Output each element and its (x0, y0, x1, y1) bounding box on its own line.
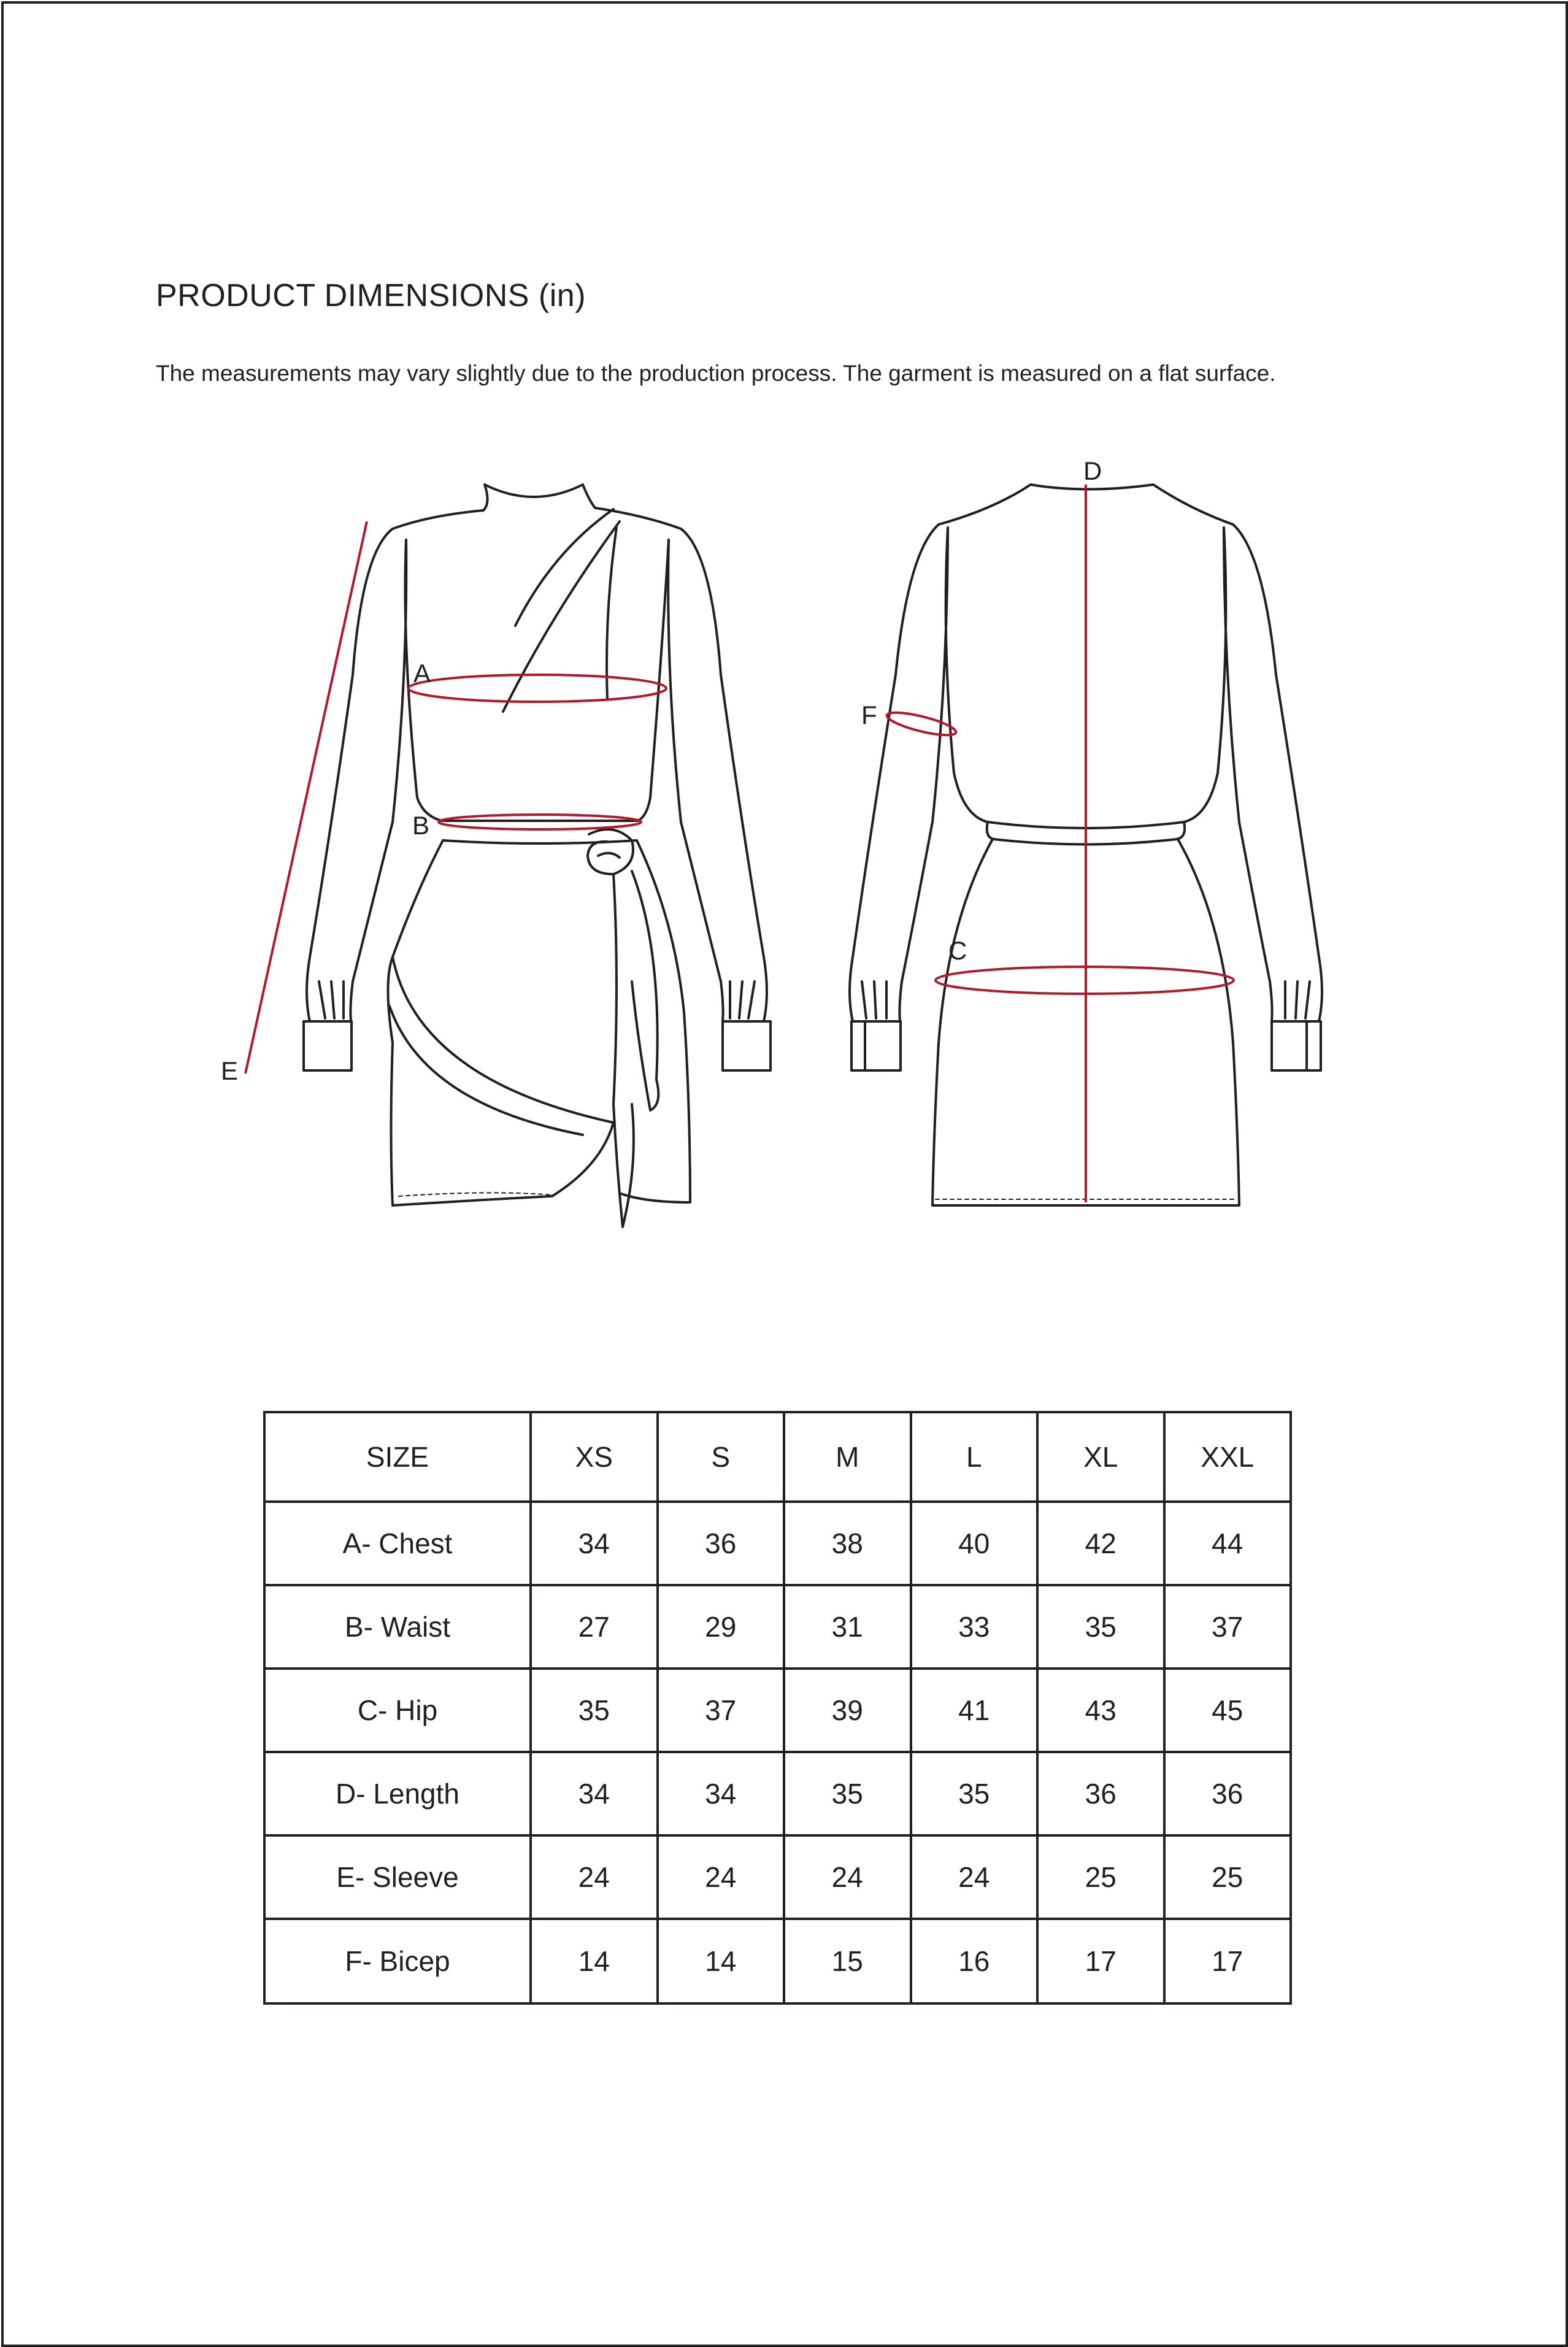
table-cell: 24 (784, 1835, 911, 1919)
table-row (264, 1585, 1291, 1669)
front-dress-drawing (304, 485, 771, 1227)
table-cell: 29 (658, 1585, 785, 1669)
table-cell: 37 (1164, 1585, 1291, 1669)
row-label: D- Length (264, 1752, 531, 1835)
row-label: A- Chest (264, 1502, 531, 1585)
label-a: A (413, 659, 431, 688)
header-cell: SIZE (264, 1412, 531, 1502)
table-cell: 24 (531, 1835, 658, 1919)
table-cell: 27 (531, 1585, 658, 1669)
label-d: D (1083, 456, 1102, 485)
row-label: F- Bicep (264, 1919, 531, 2003)
table-cell: 14 (658, 1919, 785, 2003)
header-cell: XL (1037, 1412, 1164, 1502)
table-cell: 44 (1164, 1502, 1291, 1585)
table-cell: 35 (1037, 1585, 1164, 1669)
chest-measure-line (409, 675, 666, 702)
table-cell: 36 (658, 1502, 785, 1585)
table-cell: 31 (784, 1585, 911, 1669)
table-cell: 35 (784, 1752, 911, 1835)
table-cell: 33 (911, 1585, 1038, 1669)
page-title: PRODUCT DIMENSIONS (in) (156, 278, 586, 313)
table-cell: 24 (911, 1835, 1038, 1919)
table-header-row (264, 1412, 1291, 1502)
table-cell: 25 (1037, 1835, 1164, 1919)
table-cell: 43 (1037, 1669, 1164, 1752)
table-cell: 36 (1037, 1752, 1164, 1835)
label-b: B (412, 811, 430, 840)
table-row (264, 1835, 1291, 1919)
header-cell: XS (531, 1412, 658, 1502)
table-cell: 24 (658, 1835, 785, 1919)
table-cell: 14 (531, 1919, 658, 2003)
table-cell: 45 (1164, 1669, 1291, 1752)
label-c: C (948, 936, 967, 965)
table-cell: 34 (658, 1752, 785, 1835)
table-cell: 39 (784, 1669, 911, 1752)
header-cell: L (911, 1412, 1038, 1502)
table-cell: 25 (1164, 1835, 1291, 1919)
table-cell: 34 (531, 1752, 658, 1835)
table-cell: 17 (1037, 1919, 1164, 2003)
table-cell: 17 (1164, 1919, 1291, 2003)
bicep-measure-line (885, 708, 958, 739)
table-row (264, 1752, 1291, 1835)
table-row (264, 1919, 1291, 2003)
measurement-note: The measurements may vary slightly due to the production process. The garment is measured on a flat surface. (156, 361, 1276, 386)
table-cell: 40 (911, 1502, 1038, 1585)
table-cell: 36 (1164, 1752, 1291, 1835)
table-cell: 15 (784, 1919, 911, 2003)
table-cell: 38 (784, 1502, 911, 1585)
table-cell: 16 (911, 1919, 1038, 2003)
row-label: B- Waist (264, 1585, 531, 1669)
header-cell: S (658, 1412, 785, 1502)
header-cell: XXL (1164, 1412, 1291, 1502)
row-label: C- Hip (264, 1669, 531, 1752)
table-cell: 41 (911, 1669, 1038, 1752)
table-cell: 34 (531, 1502, 658, 1585)
size-chart-table (263, 1411, 1292, 2005)
row-label: E- Sleeve (264, 1835, 531, 1919)
label-f: F (861, 701, 877, 729)
table-row (264, 1502, 1291, 1585)
table-cell: 42 (1037, 1502, 1164, 1585)
table-cell: 37 (658, 1669, 785, 1752)
table-cell: 35 (911, 1752, 1038, 1835)
label-e: E (221, 1056, 239, 1085)
table-row (264, 1669, 1291, 1752)
table-cell: 35 (531, 1669, 658, 1752)
header-cell: M (784, 1412, 911, 1502)
